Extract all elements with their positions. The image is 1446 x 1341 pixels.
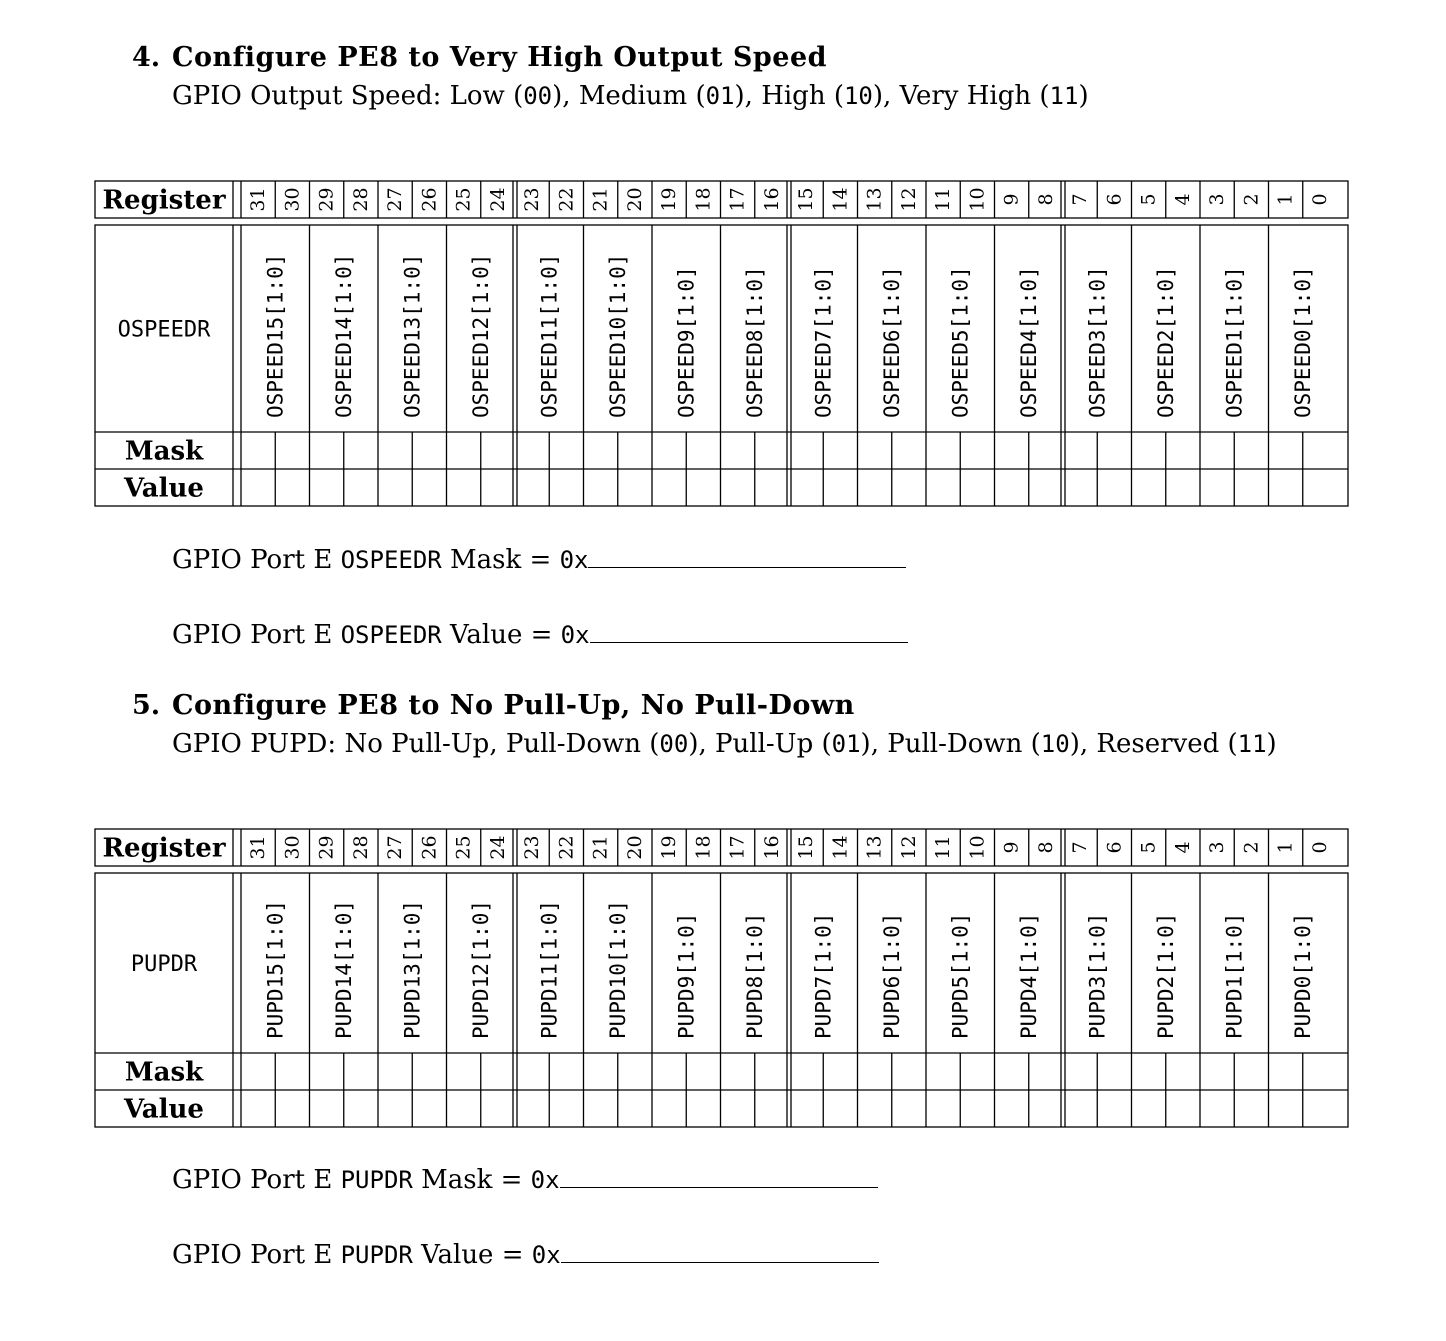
field-name: PUPD9[1:0] [674,912,699,1039]
bit-number: 1 [1274,193,1297,206]
bit-number: 26 [418,835,441,860]
bit-number: 18 [692,835,715,860]
value-formula: GPIO Port E PUPDR Value = 0x [172,1240,879,1270]
bit-number: 13 [863,835,886,860]
bit-number: 25 [452,187,475,212]
bit-number: 24 [486,835,509,860]
bit-number: 23 [521,187,544,212]
bit-number: 23 [521,835,544,860]
field-name: OSPEED3[1:0] [1085,266,1110,418]
bit-number: 16 [760,187,783,212]
bit-number: 11 [932,835,955,860]
bit-number: 7 [1069,193,1092,206]
field-name: PUPD12[1:0] [468,899,493,1039]
bit-number: 8 [1034,841,1057,854]
value-row-label: Value [124,1094,204,1125]
field-name: PUPD2[1:0] [1153,912,1178,1039]
bit-number: 28 [349,187,372,212]
bit-number: 5 [1137,193,1160,206]
field-name: OSPEED2[1:0] [1153,266,1178,418]
header-label: Register [102,833,226,864]
mask-answer-blank[interactable] [588,545,906,568]
field-name: OSPEED12[1:0] [468,253,493,418]
bit-number: 27 [384,835,407,860]
bit-number: 2 [1240,193,1263,206]
value-answer-blank[interactable] [590,620,908,643]
section-ospeedr [0,0,1446,650]
bit-number: 12 [897,187,920,212]
bit-number: 13 [863,187,886,212]
bit-number: 20 [623,835,646,860]
field-name: OSPEED13[1:0] [400,253,425,418]
value-row-label: Value [124,473,204,504]
field-name: PUPD14[1:0] [331,899,356,1039]
field-name: PUPD0[1:0] [1290,912,1315,1039]
bit-number: 5 [1137,841,1160,854]
bit-number: 31 [247,187,270,212]
register-name: PUPDR [130,952,198,977]
section-description: GPIO PUPD: No Pull-Up, Pull-Down (00), Pull-Up (01), Pull-Down (10), Reserved (11) [172,729,1277,759]
section-title: Configure PE8 to Very High Output Speed [172,42,828,73]
bit-number: 11 [932,187,955,212]
field-name: OSPEED10[1:0] [605,253,630,418]
bit-number: 7 [1069,841,1092,854]
bit-number: 4 [1171,193,1194,206]
field-name: OSPEED5[1:0] [948,266,973,418]
bit-number: 25 [452,835,475,860]
section-number: 5. [132,690,161,721]
field-name: PUPD5[1:0] [948,912,973,1039]
bit-number: 26 [418,187,441,212]
field-name: OSPEED15[1:0] [263,253,288,418]
bit-number: 3 [1206,841,1229,854]
bit-number: 19 [658,835,681,860]
field-name: PUPD15[1:0] [263,899,288,1039]
field-name: OSPEED14[1:0] [331,253,356,418]
field-name: OSPEED9[1:0] [674,266,699,418]
field-name: OSPEED4[1:0] [1016,266,1041,418]
register-name: OSPEEDR [117,317,211,343]
field-name: PUPD11[1:0] [537,899,562,1039]
value-formula: GPIO Port E OSPEEDR Value = 0x [172,620,908,650]
field-name: OSPEED0[1:0] [1290,266,1315,418]
value-answer-blank[interactable] [561,1240,879,1263]
header-label: Register [102,185,226,216]
field-name: OSPEED7[1:0] [811,266,836,418]
bit-number: 0 [1308,193,1331,206]
bit-number: 29 [315,835,338,860]
field-name: PUPD13[1:0] [400,899,425,1039]
field-name: PUPD10[1:0] [605,899,630,1039]
bit-number: 20 [623,187,646,212]
bit-number: 27 [384,187,407,212]
bit-number: 9 [1000,193,1023,206]
section-number: 4. [132,42,161,73]
field-name: OSPEED6[1:0] [879,266,904,418]
field-name: OSPEED1[1:0] [1222,266,1247,418]
mask-answer-blank[interactable] [560,1165,878,1188]
bit-number: 6 [1103,193,1126,206]
bit-number: 8 [1034,193,1057,206]
bit-number: 18 [692,187,715,212]
bit-number: 14 [829,835,852,860]
field-name: PUPD4[1:0] [1016,912,1041,1039]
bit-number: 21 [589,187,612,212]
bit-number: 6 [1103,841,1126,854]
bit-number: 30 [281,187,304,212]
field-name: PUPD8[1:0] [742,912,767,1039]
mask-formula: GPIO Port E OSPEEDR Mask = 0x [172,545,906,575]
section-description: GPIO Output Speed: Low (00), Medium (01), High (10), Very High (11) [172,81,1089,111]
mask-formula: GPIO Port E PUPDR Mask = 0x [172,1165,878,1195]
section-title: Configure PE8 to No Pull-Up, No Pull-Down [172,690,855,721]
bit-number: 15 [795,835,818,860]
field-name: PUPD1[1:0] [1222,912,1247,1039]
bit-number: 17 [726,835,749,860]
register-table-pupdr [0,648,1446,1298]
bit-number: 4 [1171,841,1194,854]
bit-number: 21 [589,835,612,860]
mask-row-label: Mask [124,436,204,467]
bit-number: 14 [829,187,852,212]
bit-number: 22 [555,835,578,860]
bit-number: 31 [247,835,270,860]
bit-number: 22 [555,187,578,212]
bit-number: 2 [1240,841,1263,854]
bit-number: 29 [315,187,338,212]
field-name: PUPD7[1:0] [811,912,836,1039]
bit-number: 12 [897,835,920,860]
mask-row-label: Mask [124,1057,204,1088]
bit-number: 15 [795,187,818,212]
bit-number: 0 [1308,841,1331,854]
field-name: OSPEED11[1:0] [537,253,562,418]
bit-number: 24 [486,187,509,212]
section-pupdr [0,648,1446,1298]
bit-number: 10 [966,835,989,860]
bit-number: 10 [966,187,989,212]
bit-number: 28 [349,835,372,860]
field-name: PUPD3[1:0] [1085,912,1110,1039]
bit-number: 9 [1000,841,1023,854]
bit-number: 16 [760,835,783,860]
bit-number: 30 [281,835,304,860]
bit-number: 3 [1206,193,1229,206]
field-name: PUPD6[1:0] [879,912,904,1039]
bit-number: 17 [726,187,749,212]
field-name: OSPEED8[1:0] [742,266,767,418]
bit-number: 1 [1274,841,1297,854]
bit-number: 19 [658,187,681,212]
